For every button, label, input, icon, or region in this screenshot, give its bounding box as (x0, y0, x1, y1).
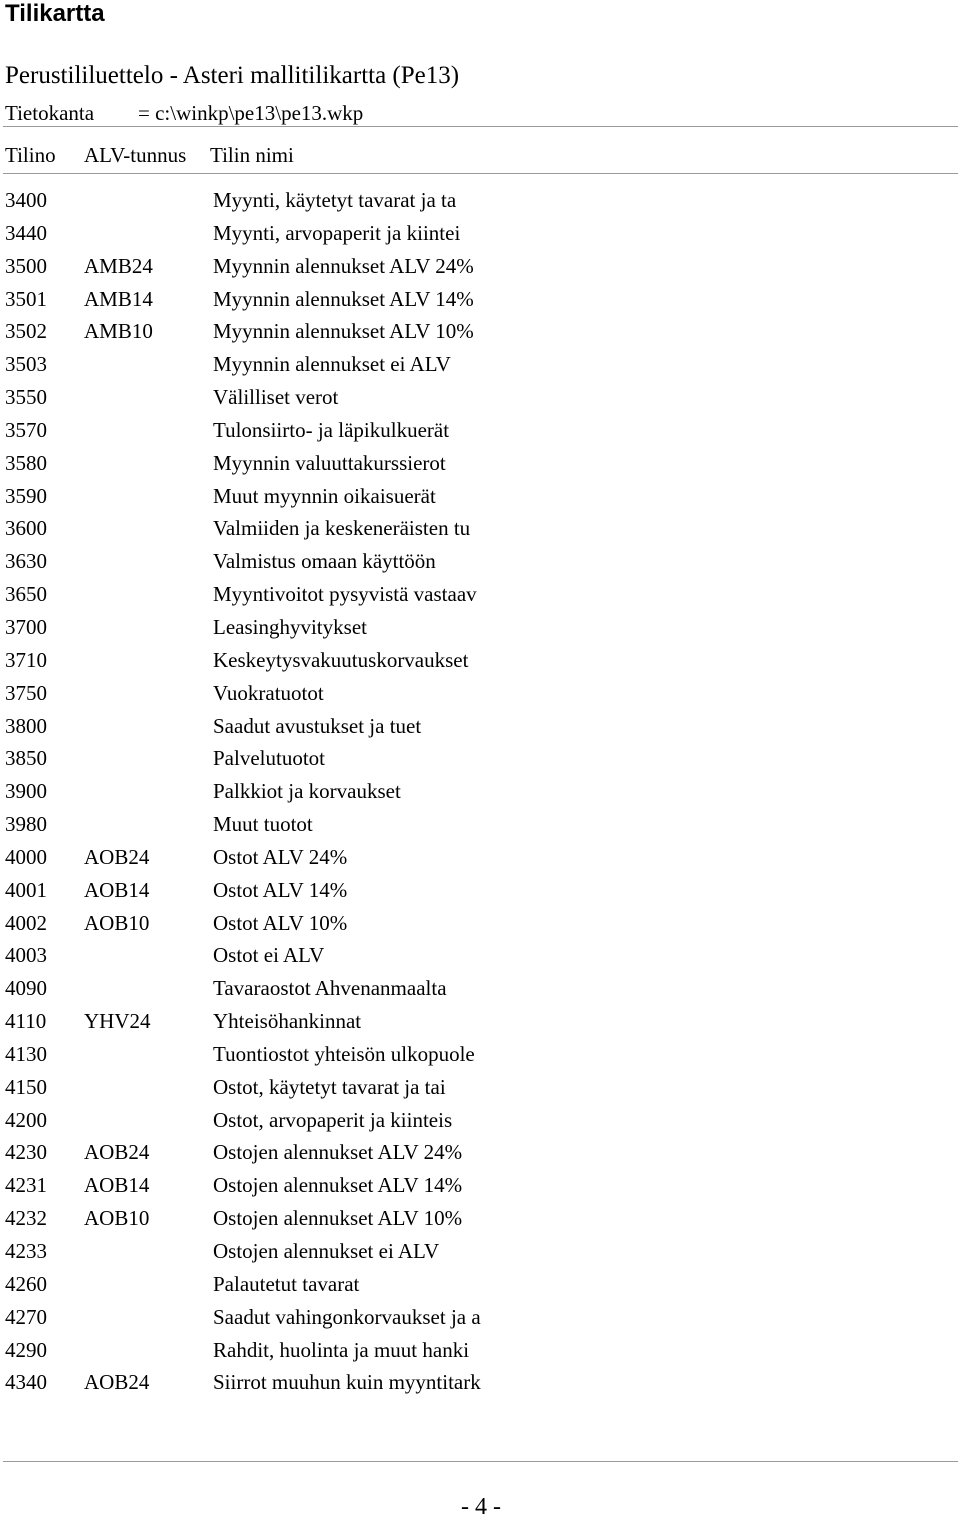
account-row (0, 350, 960, 383)
account-number: 4001 (5, 877, 47, 902)
account-row (0, 449, 960, 482)
account-row (0, 810, 960, 843)
account-number: 3502 (5, 319, 47, 344)
account-row (0, 416, 960, 449)
account-row (0, 1171, 960, 1204)
account-number: 4230 (5, 1140, 47, 1165)
account-name: Myynti, käytetyt tavarat ja ta (213, 188, 457, 212)
account-name: Siirrot muuhun kuin myyntitark (213, 1370, 481, 1395)
account-name: Palautetut tavarat (213, 1271, 360, 1296)
account-row (0, 744, 960, 777)
account-row (0, 843, 960, 876)
account-row (0, 876, 960, 909)
account-name: Myynti, arvopaperit ja kiintei (213, 220, 461, 245)
account-row (0, 1270, 960, 1303)
account-number: 4002 (5, 910, 47, 935)
account-name: Ostot, arvopaperit ja kiinteis (213, 1107, 453, 1132)
vat-code: YHV24 (84, 1009, 151, 1034)
account-number: 3850 (5, 746, 47, 771)
account-name: Ostojen alennukset ei ALV (213, 1239, 440, 1263)
account-name: Saadut vahingonkorvaukset ja a (213, 1304, 481, 1329)
account-number: 3700 (5, 614, 47, 639)
account-number: 3500 (5, 253, 47, 278)
account-name: Palvelutuotot (213, 746, 325, 771)
account-number: 3710 (5, 647, 47, 672)
account-row (0, 383, 960, 416)
account-row (0, 974, 960, 1007)
header-divider-top (3, 126, 958, 127)
document-subtitle: Perustililuettelo - Asteri mallitilikartta (Pe13) (5, 62, 460, 89)
account-row (0, 1336, 960, 1369)
vat-code: AOB10 (84, 910, 150, 935)
account-row (0, 777, 960, 810)
account-number: 4200 (5, 1107, 47, 1132)
account-row (0, 909, 960, 942)
database-path: = c:\winkp\pe13\pe13.wkp (138, 101, 364, 125)
account-name: Myynnin alennukset ei ALV (213, 352, 451, 377)
account-number: 4130 (5, 1041, 47, 1066)
account-row (0, 1368, 960, 1401)
account-name: Valmiiden ja keskeneräisten tu (213, 516, 471, 541)
account-row (0, 285, 960, 318)
account-row (0, 941, 960, 974)
account-row (0, 1237, 960, 1270)
account-name: Myynnin alennukset ALV 10% (213, 319, 474, 344)
account-name: Myynnin alennukset ALV 24% (213, 253, 474, 278)
account-name: Välilliset verot (213, 385, 339, 410)
account-name: Keskeytysvakuutuskorvaukset (213, 647, 469, 672)
page-number: - 4 - (461, 1494, 501, 1520)
vat-code: AOB24 (84, 1370, 150, 1395)
account-number: 3900 (5, 779, 47, 804)
account-row (0, 1138, 960, 1171)
account-number: 3503 (5, 352, 47, 377)
account-name: Vuokratuotot (213, 680, 324, 705)
account-name: Yhteisöhankinnat (213, 1009, 362, 1034)
account-row (0, 646, 960, 679)
account-row (0, 1007, 960, 1040)
account-name: Tuontiostot yhteisön ulkopuole (213, 1041, 475, 1066)
account-row (0, 1073, 960, 1106)
account-row (0, 186, 960, 219)
account-number: 4270 (5, 1304, 47, 1329)
account-number: 4000 (5, 844, 47, 869)
account-number: 4231 (5, 1173, 47, 1198)
account-name: Ostojen alennukset ALV 14% (213, 1173, 463, 1198)
account-name: Ostot ALV 10% (213, 910, 348, 935)
footer-divider (3, 1461, 958, 1462)
account-list (0, 186, 960, 1401)
account-number: 3440 (5, 220, 47, 245)
account-number: 3550 (5, 385, 47, 410)
account-name: Rahdit, huolinta ja muut hanki (213, 1337, 470, 1362)
account-row (0, 219, 960, 252)
account-name: Palkkiot ja korvaukset (213, 779, 401, 804)
account-name: Valmistus omaan käyttöön (213, 549, 436, 574)
vat-code: AOB24 (84, 844, 150, 869)
account-number: 3630 (5, 549, 47, 574)
account-number: 3580 (5, 450, 47, 475)
account-name: Ostojen alennukset ALV 24% (213, 1140, 463, 1165)
account-row (0, 514, 960, 547)
column-header-account-name: Tilin nimi (210, 143, 294, 167)
account-number: 3501 (5, 286, 47, 311)
account-name: Ostot, käytetyt tavarat ja tai (213, 1074, 446, 1099)
account-name: Saadut avustukset ja tuet (213, 713, 422, 738)
account-name: Muut myynnin oikaisuerät (213, 483, 436, 508)
vat-code: AOB10 (84, 1206, 150, 1231)
account-row (0, 547, 960, 580)
vat-code: AMB10 (84, 319, 153, 344)
account-number: 4003 (5, 943, 47, 968)
account-number: 3750 (5, 680, 47, 705)
vat-code: AOB14 (84, 1173, 150, 1198)
account-row (0, 679, 960, 712)
account-row (0, 580, 960, 613)
account-name: Ostot ALV 24% (213, 844, 348, 869)
account-name: Ostot ei ALV (213, 943, 325, 968)
account-name: Myynnin valuuttakurssierot (213, 450, 446, 475)
account-number: 4290 (5, 1337, 47, 1362)
account-number: 4232 (5, 1206, 47, 1231)
account-row (0, 712, 960, 745)
account-number: 3800 (5, 713, 47, 738)
account-number: 4110 (5, 1009, 47, 1034)
account-name: Tavaraostot Ahvenanmaalta (213, 976, 447, 1001)
account-row (0, 482, 960, 515)
account-name: Leasinghyvitykset (213, 614, 367, 639)
account-row (0, 317, 960, 350)
account-number: 4340 (5, 1370, 47, 1395)
account-row (0, 252, 960, 285)
account-row (0, 613, 960, 646)
account-name: Ostojen alennukset ALV 10% (213, 1206, 463, 1231)
account-number: 4260 (5, 1271, 47, 1296)
account-row (0, 1303, 960, 1336)
account-number: 4090 (5, 976, 47, 1001)
database-label: Tietokanta (5, 101, 95, 125)
document-title: Tilikartta (5, 0, 105, 27)
account-number: 3600 (5, 516, 47, 541)
account-number: 3570 (5, 417, 47, 442)
column-header-account-number: Tilino (5, 143, 56, 167)
account-number: 4233 (5, 1239, 47, 1263)
account-row (0, 1106, 960, 1139)
account-name: Myynnin alennukset ALV 14% (213, 286, 474, 311)
vat-code: AOB14 (84, 877, 150, 902)
account-number: 3400 (5, 188, 47, 212)
account-number: 3650 (5, 582, 47, 607)
account-name: Ostot ALV 14% (213, 877, 348, 902)
account-name: Tulonsiirto- ja läpikulkuerät (213, 417, 450, 442)
column-header-vat-code: ALV-tunnus (84, 143, 187, 167)
vat-code: AOB24 (84, 1140, 150, 1165)
account-row (0, 1204, 960, 1237)
account-name: Muut tuotot (213, 812, 313, 837)
account-number: 3590 (5, 483, 47, 508)
header-divider-bottom (3, 173, 958, 174)
vat-code: AMB14 (84, 286, 153, 311)
account-row (0, 1040, 960, 1073)
account-name: Myyntivoitot pysyvistä vastaav (213, 582, 477, 607)
account-number: 4150 (5, 1074, 47, 1099)
vat-code: AMB24 (84, 253, 153, 278)
account-number: 3980 (5, 812, 47, 837)
